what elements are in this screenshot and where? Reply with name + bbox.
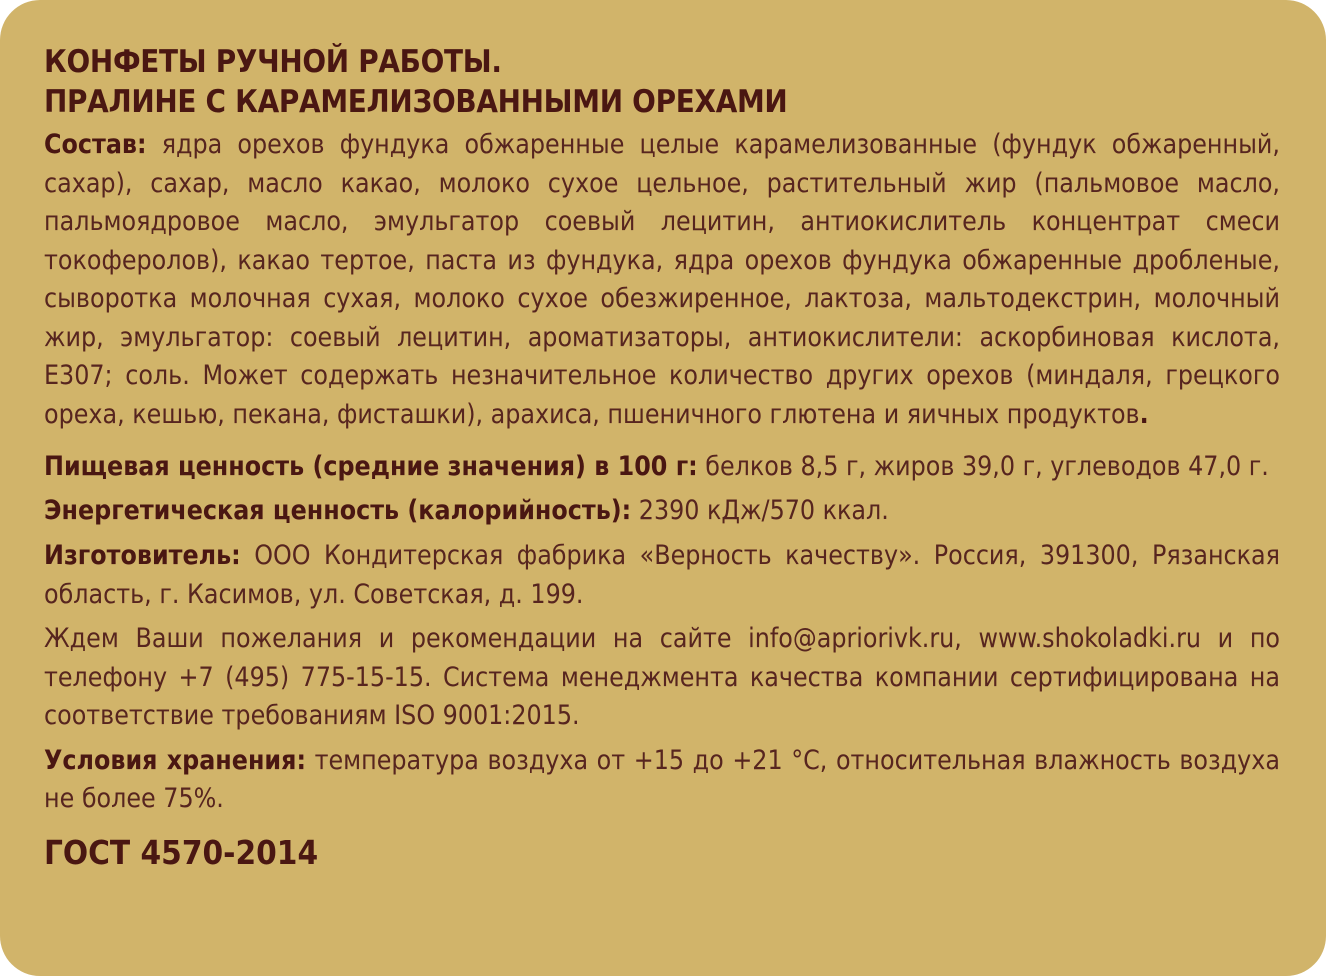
composition-label: Состав: bbox=[44, 129, 147, 160]
composition-end: . bbox=[1139, 398, 1149, 430]
storage-label: Условия хранения: bbox=[44, 744, 306, 776]
manufacturer-text: ООО Кондитерская фабрика «Верность качеству». Россия, 391300, Рязанская область, г. Касимов, ул. Советская, д. 199. bbox=[44, 540, 1280, 610]
composition-paragraph bbox=[44, 126, 1280, 434]
manufacturer-label: Изготовитель: bbox=[44, 540, 241, 571]
nutrition-paragraph bbox=[44, 448, 1280, 487]
energy-text: 2390 кДж/570 ккал. bbox=[631, 494, 889, 526]
product-title bbox=[44, 42, 1280, 122]
gost-standard: ГОСТ 4570-2014 bbox=[44, 832, 319, 872]
contacts-paragraph bbox=[44, 620, 1280, 736]
nutrition-label: Пищевая ценность (средние значения) в 100 г: bbox=[44, 451, 698, 482]
storage-text: температура воздуха от +15 до +21 °С, относительная влажность воздуха не более 75%. bbox=[44, 744, 1280, 814]
contacts-text: Ждем Ваши пожелания и рекомендации на сайте info@apriorivk.ru, www.shokoladki.ru и по телефону +7 (495) 775-15-15. Система менеджмента качества компании сертифицирована на соответствие требованиям ISO 9001:2015. bbox=[44, 623, 1280, 731]
energy-paragraph bbox=[44, 492, 1280, 531]
composition-text: ядра орехов фундука обжаренные целые карамелизованные (фундук обжаренный, сахар), сахар, масло какао, молоко сухое цельное, растительный жир (пальмовое масло, пальмоядровое масло, эмульгатор соевый лецитин, антиокислитель концентрат смеси токоферолов), какао тертое, паста из фундука, ядра орехов фундука обжаренные дробленые, сыворотка молочная сухая, молоко сухое обезжиренное, лактоза, мальтодекстрин, молочный жир, эмульгатор: соевый лецитин, ароматизаторы, антиокислители: аскорбиновая кислота, Е307; соль. Может содержать незначительное количество других орехов (миндаля, грецкого ореха, кешью, пекана, фисташки), арахиса, пшеничного глютена и яичных продуктов bbox=[44, 129, 1280, 430]
energy-label: Энергетическая ценность (калорийность): bbox=[44, 494, 632, 526]
manufacturer-paragraph bbox=[44, 537, 1280, 614]
product-title-line-1: КОНФЕТЫ РУЧНОЙ РАБОТЫ. bbox=[44, 44, 502, 80]
nutrition-text: белков 8,5 г, жиров 39,0 г, углеводов 47,0 г. bbox=[697, 451, 1269, 482]
product-title-line-2: ПРАЛИНЕ С КАРАМЕЛИЗОВАННЫМИ ОРЕХАМИ bbox=[44, 84, 788, 120]
storage-paragraph bbox=[44, 742, 1280, 819]
